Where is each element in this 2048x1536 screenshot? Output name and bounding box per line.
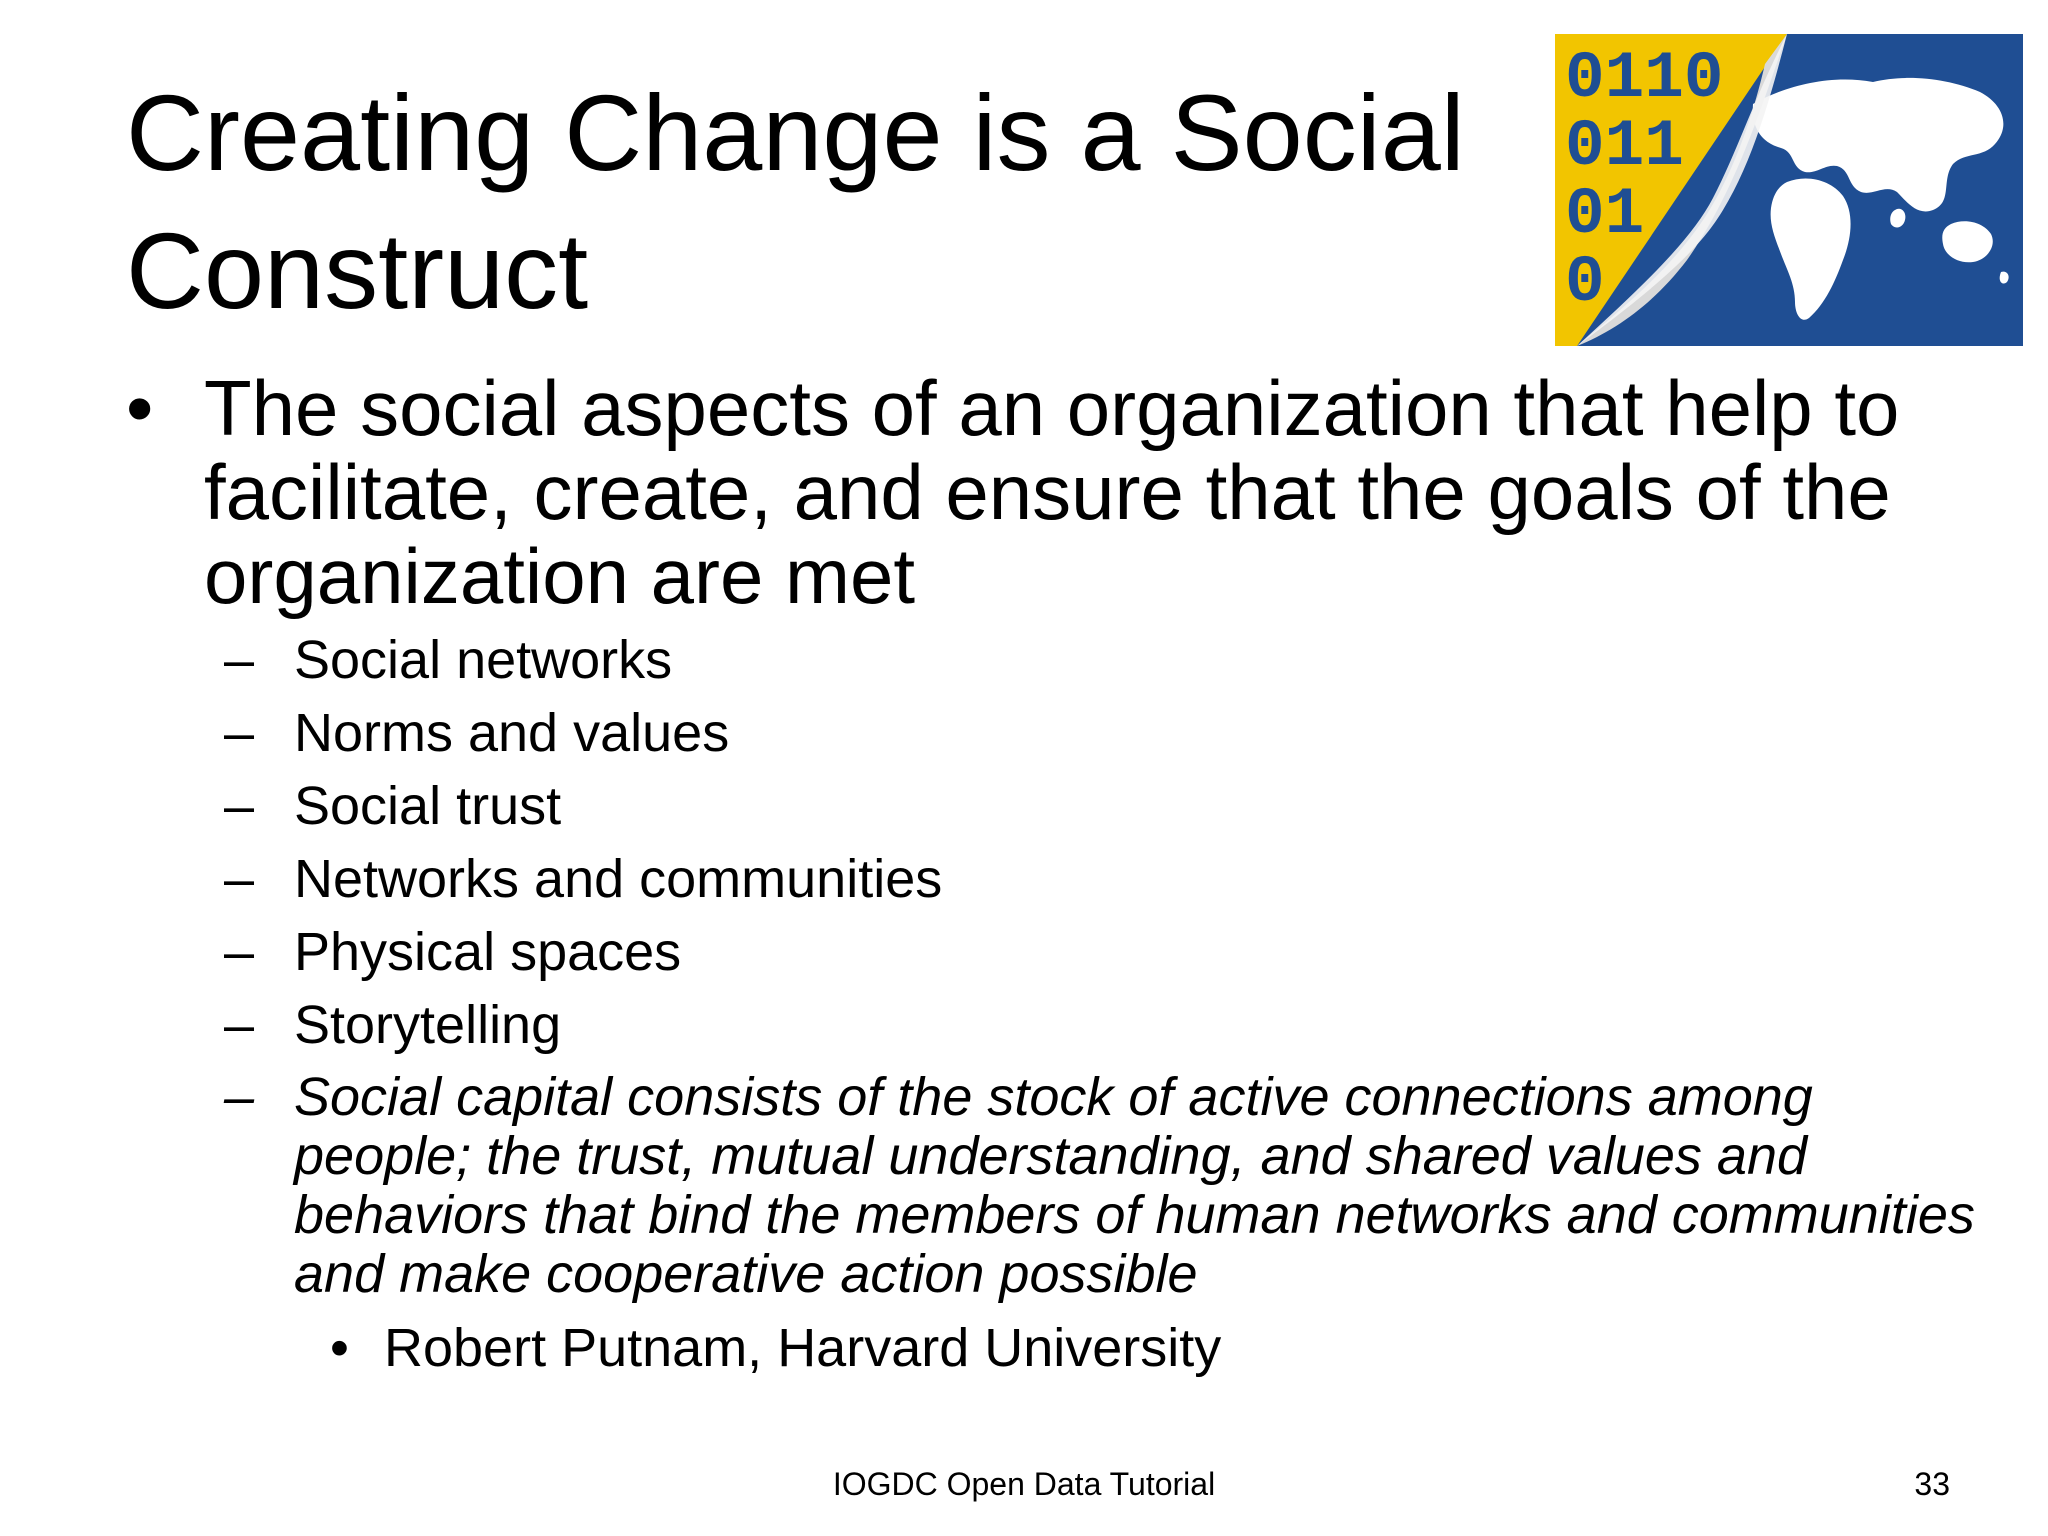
sub-item-text: Physical spaces xyxy=(294,922,682,982)
dash-marker: – xyxy=(224,776,255,836)
bullet-marker: • xyxy=(330,1318,349,1378)
sub-item-text: Social networks xyxy=(294,630,673,690)
attribution-text: Robert Putnam, Harvard University xyxy=(384,1318,1222,1378)
slide-title: Creating Change is a Social Construct xyxy=(126,72,1465,331)
logo-binary-line-4: 0 xyxy=(1565,245,1605,320)
sub-item-text: Norms and values xyxy=(294,703,730,763)
dash-marker: – xyxy=(224,630,255,690)
slide-footer: IOGDC Open Data Tutorial xyxy=(832,1466,1216,1502)
quote-item xyxy=(126,1068,1986,1304)
bullet-item xyxy=(126,366,1986,618)
sub-item-text: Networks and communities xyxy=(294,849,943,909)
bullet-text: The social aspects of an organization that help to facilitate, create, and ensure that the goals of the organization are met xyxy=(204,364,1900,620)
slide-body xyxy=(126,366,1986,1388)
iogdc-logo xyxy=(1555,34,2023,346)
quote-text: Social capital consists of the stock of active connections among people; the trust, mutual understanding, and shared values and behaviors that bind the members of human networks and communities and make cooperative action possible xyxy=(294,1067,1975,1304)
sub-item xyxy=(126,624,1986,697)
logo-binary-line-3: 01 xyxy=(1565,177,1645,252)
bullet-marker: • xyxy=(126,364,154,452)
dash-marker: – xyxy=(224,922,255,982)
dash-marker: – xyxy=(224,703,255,763)
dash-marker: – xyxy=(224,849,255,909)
sub-item-text: Social trust xyxy=(294,776,562,836)
sub-item xyxy=(126,697,1986,770)
sub-item xyxy=(126,770,1986,843)
attribution-item xyxy=(126,1308,1986,1388)
sub-item xyxy=(126,916,1986,989)
sub-item xyxy=(126,989,1986,1062)
logo-binary-line-1: 0110 xyxy=(1565,41,1724,116)
sub-item xyxy=(126,843,1986,916)
page-number: 33 xyxy=(1914,1466,1950,1502)
dash-marker: – xyxy=(224,1067,255,1127)
logo-binary-line-2: 011 xyxy=(1565,109,1684,184)
sub-item-text: Storytelling xyxy=(294,995,562,1055)
dash-marker: – xyxy=(224,995,255,1055)
